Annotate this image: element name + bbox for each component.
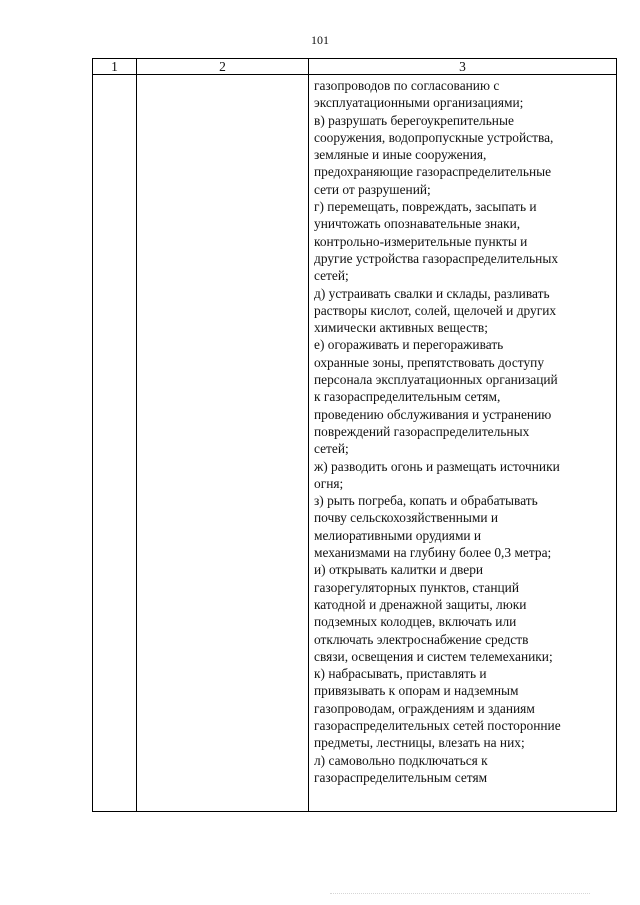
- table-row: [93, 75, 617, 812]
- column-header-3: 3: [309, 59, 617, 75]
- text-line: предохраняющие газораспределительные: [314, 164, 552, 180]
- page-number: 101: [311, 33, 329, 47]
- text-line: земляные и иные сооружения,: [314, 147, 487, 163]
- text-line: в) разрушать берегоукрепительные: [314, 112, 514, 128]
- text-line: персонала эксплуатационных организаций: [314, 372, 558, 388]
- scan-artifact: [330, 893, 590, 897]
- text-line: почву сельскохозяйственными и: [314, 510, 499, 526]
- text-line: л) самовольно подключаться к: [314, 752, 488, 768]
- text-line: е) огораживать и перегораживать: [314, 337, 504, 353]
- text-line: газорегуляторных пунктов, станций: [314, 579, 520, 595]
- text-line: охранные зоны, препятствовать доступу: [314, 354, 545, 370]
- text-line: газопроводов по согласованию с: [314, 78, 500, 93]
- text-line: к газораспределительным сетям,: [314, 389, 501, 405]
- text-line: отключать электроснабжение средств: [314, 631, 529, 647]
- text-line: сети от разрушений;: [314, 181, 431, 197]
- cell-col-1: [93, 75, 137, 812]
- cell-col-2: [137, 75, 309, 812]
- text-line: и) открывать калитки и двери: [314, 562, 484, 578]
- text-line: г) перемещать, повреждать, засыпать и: [314, 199, 537, 215]
- text-line: з) рыть погреба, копать и обрабатывать: [314, 493, 538, 509]
- text-line: газораспределительным сетям: [314, 769, 488, 785]
- text-line: связи, освещения и систем телемеханики;: [314, 648, 553, 664]
- cell-col-3: [309, 75, 617, 812]
- text-line: мелиоративными орудиями и: [314, 527, 482, 543]
- text-line: привязывать к опорам и надземным: [314, 683, 519, 699]
- text-line: механизмами на глубину более 0,3 метра;: [314, 545, 552, 561]
- text-line: ж) разводить огонь и размещать источники: [314, 458, 560, 474]
- text-line: повреждений газораспределительных: [314, 423, 530, 439]
- text-line: газопроводам, ограждениям и зданиям: [314, 700, 535, 716]
- text-line: подземных колодцев, включать или: [314, 614, 517, 630]
- text-line: сооружения, водопропускные устройства,: [314, 129, 554, 145]
- text-line: катодной и дренажной защиты, люки: [314, 596, 527, 612]
- text-line: сетей;: [314, 268, 349, 284]
- text-line: химически активных веществ;: [314, 320, 488, 336]
- text-line: сетей;: [314, 441, 349, 457]
- column-header-2: 2: [137, 59, 309, 75]
- text-line: огня;: [314, 475, 344, 491]
- text-line: эксплуатационными организациями;: [314, 95, 524, 111]
- text-line: проведению обслуживания и устранению: [314, 406, 552, 422]
- text-line: газораспределительных сетей посторонние: [314, 717, 561, 733]
- text-line: контрольно-измерительные пункты и: [314, 233, 528, 249]
- document-table: [92, 58, 617, 812]
- text-line: другие устройства газораспределительных: [314, 250, 559, 266]
- text-line: растворы кислот, солей, щелочей и других: [314, 302, 557, 318]
- text-line: д) устраивать свалки и склады, разливать: [314, 285, 550, 301]
- table-header-row: [93, 59, 617, 75]
- text-line: уничтожать опознавательные знаки,: [314, 216, 521, 232]
- text-line: к) набрасывать, приставлять и: [314, 666, 487, 682]
- column-header-1: 1: [93, 59, 137, 75]
- text-line: предметы, лестницы, влезать на них;: [314, 735, 525, 751]
